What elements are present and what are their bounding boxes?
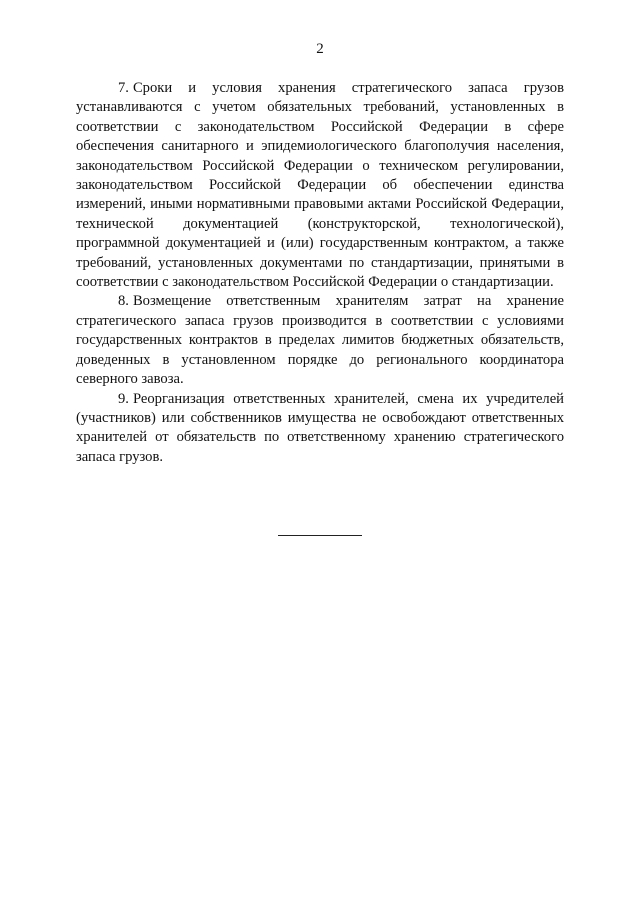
page-number: 2 [316, 41, 324, 57]
paragraph-9 [76, 390, 564, 468]
paragraph-text: Возмещение ответственным хранителям затрат на хранение стратегического запаса грузов производится в соответствии с условиями государственных контрактов в пределах лимитов бюджетных обязательств, доведенных в установленном порядке до регионального координатора северного завоза. [76, 293, 564, 388]
paragraph-number: 9. [118, 390, 129, 407]
paragraph-number: 7. [118, 80, 129, 96]
paragraph-number: 8. [118, 293, 129, 310]
paragraph-text: Сроки и условия хранения стратегического запаса грузов устанавливаются с учетом обязательных требований, установленных в соответствии с законодательством Российской Федерации в сфере обеспечения санитарного и эпидемиологического благополучия населения, законодательством Российской Федерации о техническом регулировании, законодательством Российской Федерации об обеспечении единства измерений, иными нормативными правовыми актами Российской Федерации, технической документацией (конструкторской, технологической), программной документацией и (или) государственным контрактом, а также требований, установленных документами по стандартизации, принятыми в соответствии с законодательством Российской Федерации о стандартизации. [76, 80, 564, 291]
paragraph-7 [76, 79, 564, 292]
document-body [76, 79, 564, 467]
paragraph-8 [76, 292, 564, 389]
paragraph-text: Реорганизация ответственных хранителей, смена их учредителей (участников) или собственников имущества не освобождают ответственных хранителей от обязательств по ответственному хранению стратегического запаса грузов. [76, 390, 564, 465]
end-of-document-rule [278, 535, 362, 536]
